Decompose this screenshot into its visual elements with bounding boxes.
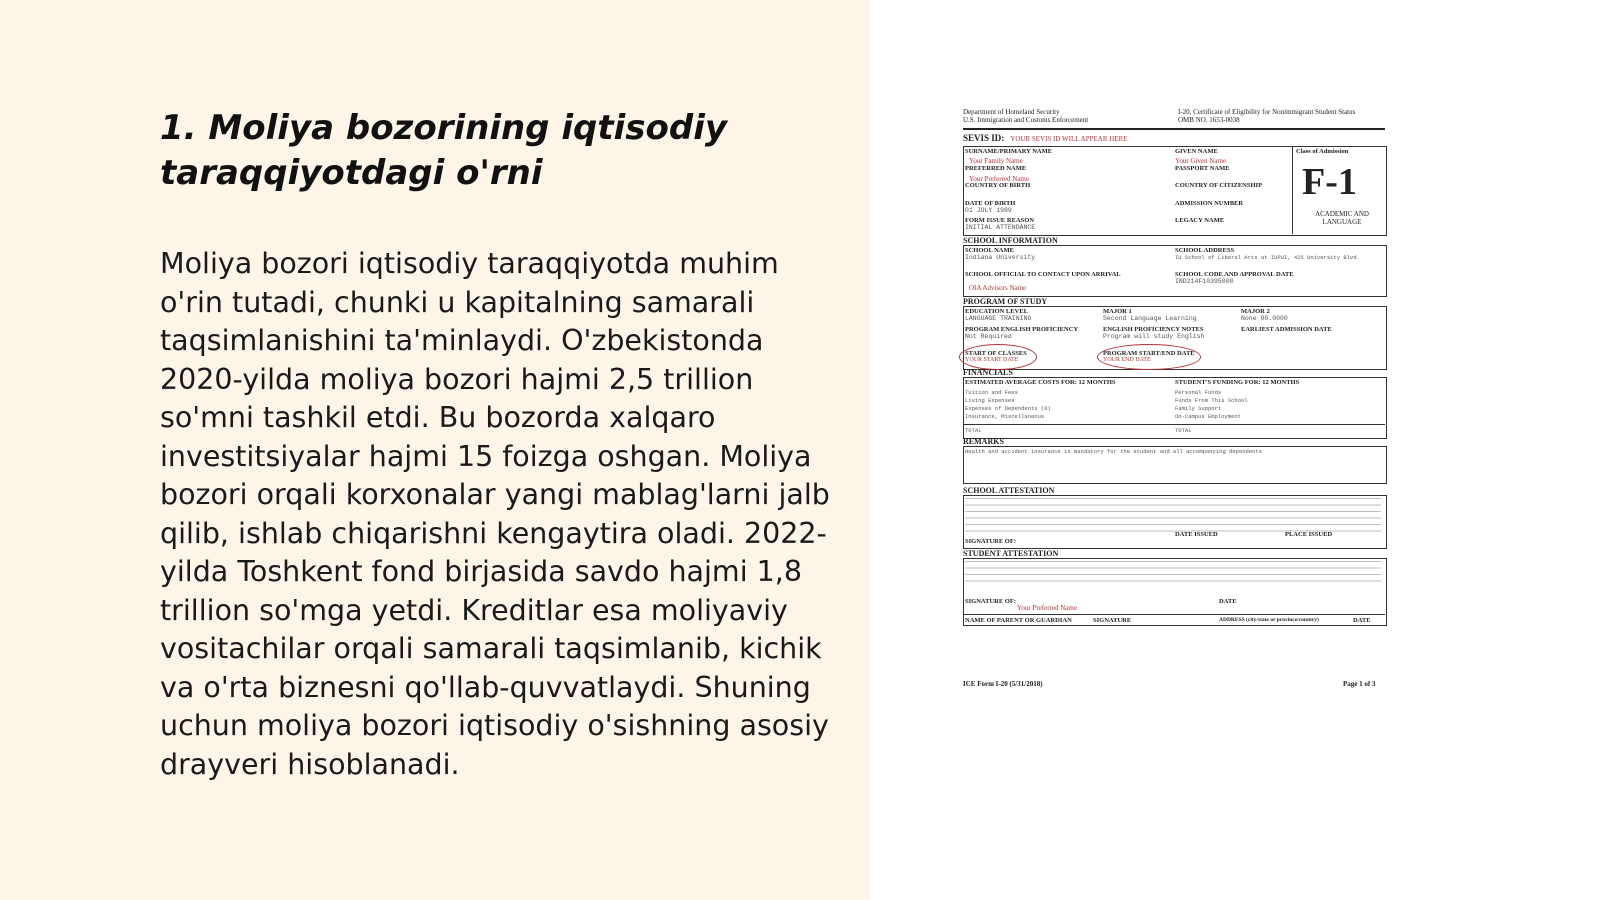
end-date-highlight-circle [1097, 344, 1201, 370]
school-info-heading: SCHOOL INFORMATION [963, 236, 1058, 245]
program-heading: PROGRAM OF STUDY [963, 297, 1048, 306]
i20-form-image: Department of Homeland Security U.S. Immigration and Customs Enforcement I-20, Certificate of Eligibility for Nonimmigrant Student Status OMB NO. 1653-0038 SEVIS ID: YOUR SEVIS ID WILL APPEAR HERE SURNAME/PRIMARY NAME Your Family Name GIVEN NAME Your Given Name Class of Admission PREFERRED NAME Your Preferred Name PASSPORT NAME COUNTRY OF BIRTH COUNTRY OF CITIZENSHIP F-1 DATE OF BIRTH 01 JULY 1989 ADMISSION NUMBER FORM ISSUE REASON INITIAL ATTENDANCE LEGACY NAME ACADEMIC AND LANGUAGE SCHOOL INFORMATION SCHOOL NAME Indiana University SCHOOL ADDRESS IU School of Liberal Arts at IUPUI, 425 University Blvd. SCHOOL OFFICIAL TO CONTACT UPON ARRIVAL OIA Advisors Name SCHOOL CODE AND APPROVAL DATE IND214F10395000 PROGRAM OF STUDY EDUCATION LEVEL LANGUAGE TRAINING MAJOR 1 Second Language Learning MAJOR 2 None 00.0000 PROGRAM ENGLISH PROFICIENCY Not Required ENGLISH PROFICIENCY NOTES Program will study English EARLIEST ADMISSION DATE START OF CLASSES YOUR START DATE PROGRAM START/END DATE YOUR END DATE FINANCIALS ESTIMATED AVERAGE COSTS FOR: 12 MONTHS STUDENT'S FUNDING FOR: 12 MONTHS Tuition and Fees Living Expenses Expenses of Dependents (0) Insurance, Miscellaneous Personal Funds Funds From This School Family Support On-Campus Employment TOTAL TOTAL REMARKS Health and accident insurance is mandatory for the student and all accompanying dependents SCHOOL ATTESTATION SIGNATURE OF: DATE ISSUED PLACE ISSUED STUDENT ATTESTATION SIGNATURE OF: Your Preferred Name DATE NAME OF PARENT OR GUARDIAN SIGNATURE ADDRESS (city/state or province/country) DATE ICE Form I-20 (5/31/2018) Page 1 of 3 [963, 106, 1385, 696]
school-attestation-heading: SCHOOL ATTESTATION [963, 486, 1055, 495]
student-attestation-text [965, 560, 1381, 586]
slide-body-text: Moliya bozori iqtisodiy taraqqiyotda muhim o'rin tutadi, chunki u kapitalning samarali taqsimlanishini ta'minlaydi. O'zbekistonda 2020-yilda moliya bozori hajmi 2,5 trillion so'mni tashkil etdi. Bu bozorda xalqaro investitsiyalar hajmi 15 foizga oshgan. Moliya bozori orqali korxonalar yangi mablag'larni jalb qilib, ishlab chiqarishni kengaytira oladi. 2022-yilda Toshkent fond birjasida savdo hajmi 1,8 trillion so'mga yetdi. Kreditlar esa moliyaviy vositachilar orqali samarali taqsimlanib, kichik va o'rta biznesni qo'llab-quvvatlaydi. Shuning uchun moliya bozori iqtisodiy o'sishning asosiy drayveri hisoblanadi. [160, 247, 830, 781]
school-attestation-text [965, 497, 1381, 533]
doc-header-right: I-20, Certificate of Eligibility for Nonimmigrant Student Status OMB NO. 1653-0038 [1178, 108, 1356, 124]
sevis-id: SEVIS ID: YOUR SEVIS ID WILL APPEAR HERE [963, 133, 1128, 143]
doc-footer-form-id: ICE Form I-20 (5/31/2018) [963, 680, 1043, 688]
header-rule [963, 128, 1385, 130]
start-date-highlight-circle [959, 344, 1037, 370]
slide-title: 1. Moliya bozorining iqtisodiy taraqqiyotdagi o'rni [160, 108, 728, 193]
visa-class-f1: F-1 [1302, 161, 1357, 203]
remarks-heading: REMARKS [963, 437, 1004, 446]
doc-footer-page: Page 1 of 3 [1343, 680, 1376, 688]
financials-heading: FINANCIALS [963, 368, 1013, 377]
doc-header-left: Department of Homeland Security U.S. Immigration and Customs Enforcement [963, 108, 1089, 124]
student-attestation-heading: STUDENT ATTESTATION [963, 549, 1059, 558]
